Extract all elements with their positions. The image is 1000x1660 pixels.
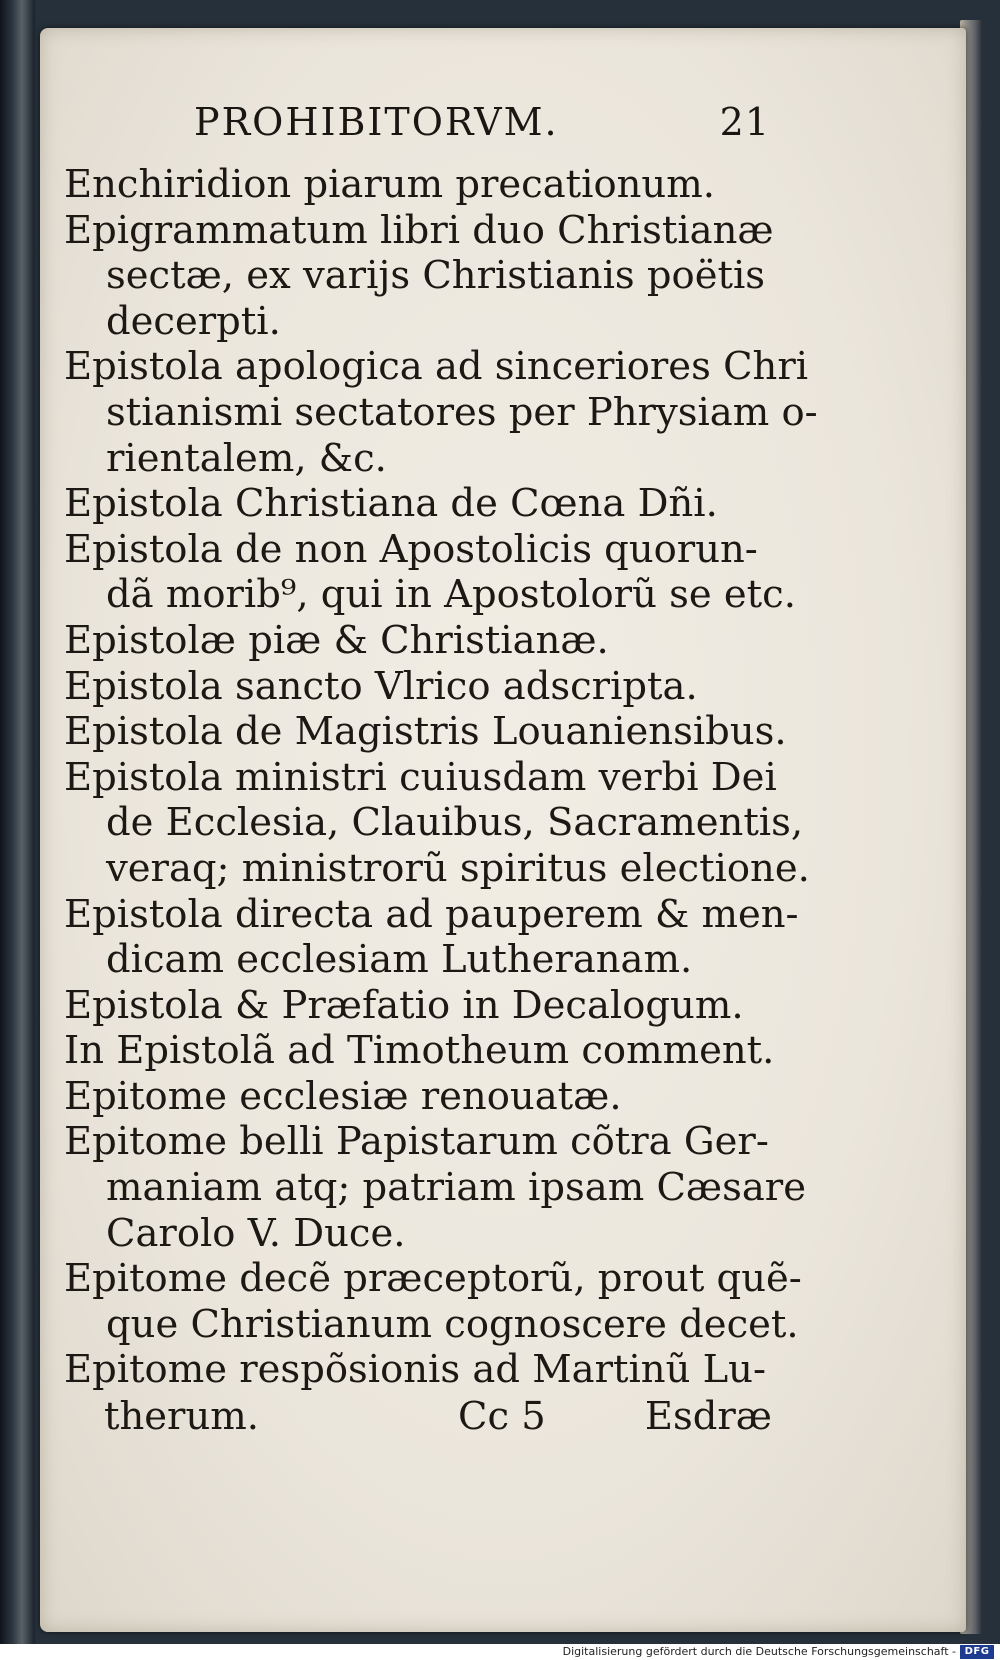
index-entry xyxy=(64,162,764,208)
index-entry xyxy=(64,618,764,664)
index-entry xyxy=(64,1256,802,1347)
credit-text: Digitalisierung gefördert durch die Deutsche Forschungsgemeinschaft - xyxy=(562,1645,956,1658)
entry-line: In Epistolã ad Timotheum comment. xyxy=(64,1028,775,1074)
catchword: Esdræ xyxy=(644,1394,772,1439)
page-header xyxy=(150,100,770,150)
entry-line: Epistola apologica ad sinceriores Chri xyxy=(64,344,809,390)
entry-continuation-line: stianismi sectatores per Phrysiam o- xyxy=(106,389,818,435)
entry-list xyxy=(64,162,818,1393)
index-entry xyxy=(64,1028,775,1074)
entry-line: Epistola Christiana de Cœna Dñi. xyxy=(64,481,718,527)
entry-line: Epistolæ piæ & Christianæ. xyxy=(64,617,609,663)
index-entry xyxy=(64,1074,764,1120)
entry-continuation-line: maniam atq; patriam ipsam Cæsare xyxy=(106,1165,806,1211)
entry-line: Epitome belli Papistarum cõtra Ger- xyxy=(64,1119,769,1165)
index-entry xyxy=(64,207,774,345)
credit-bar xyxy=(0,1644,1000,1660)
page-footer xyxy=(92,1394,772,1444)
index-entry xyxy=(64,754,810,892)
entry-line: Epistola de non Apostolicis quorun- xyxy=(64,526,758,572)
entry-continuation-line: dã morib⁹, qui in Apostolorũ se etc. xyxy=(106,572,796,618)
entry-line: Epitome respõsionis ad Martinũ Lu- xyxy=(64,1347,766,1393)
entry-line: Epistola sancto Vlrico adscripta. xyxy=(64,663,698,709)
entry-continuation-line: rientalem, &c. xyxy=(106,435,387,481)
entry-line: Epitome ecclesiæ renouatæ. xyxy=(64,1073,622,1119)
index-entry xyxy=(64,1347,764,1393)
index-entry xyxy=(64,526,796,618)
entry-line: Epistola de Magistris Louaniensibus. xyxy=(64,709,787,755)
entry-continuation-line: decerpti. xyxy=(106,298,281,344)
entry-line: Epistola ministri cuiusdam verbi Dei xyxy=(64,754,777,800)
entry-continuation-line: sectæ, ex varijs Christianis poëtis xyxy=(106,253,766,299)
entry-continuation: therum. xyxy=(104,1394,259,1439)
entry-continuation-line: de Ecclesia, Clauibus, Sacramentis, xyxy=(106,800,804,846)
signature-mark: Cc 5 xyxy=(458,1394,546,1439)
entry-line: Epigrammatum libri duo Christianæ xyxy=(64,207,774,253)
index-entry xyxy=(64,481,764,527)
index-entry xyxy=(64,1119,806,1256)
index-entry xyxy=(64,664,764,710)
index-entry xyxy=(64,344,818,481)
running-head: PROHIBITORVM. xyxy=(194,100,559,144)
entry-continuation-line: Carolo V. Duce. xyxy=(106,1210,406,1256)
entry-continuation-line: dicam ecclesiam Lutheranam. xyxy=(106,937,693,983)
entry-continuation-line: que Christianum cognoscere decet. xyxy=(106,1301,799,1347)
dfg-logo: DFG xyxy=(960,1645,994,1659)
entry-line: Epitome decẽ præceptorũ, prout quẽ- xyxy=(64,1256,802,1302)
entry-line: Epistola directa ad pauperem & men- xyxy=(64,891,799,937)
index-entry xyxy=(64,983,764,1029)
entry-line: Enchiridion piarum precationum. xyxy=(64,162,715,207)
page-number: 21 xyxy=(719,100,770,144)
entry-continuation-line: veraq; ministrorũ spiritus electione. xyxy=(106,845,810,891)
entry-line: Epistola & Præfatio in Decalogum. xyxy=(64,982,744,1028)
index-entry xyxy=(64,891,799,983)
index-entry xyxy=(64,709,787,755)
